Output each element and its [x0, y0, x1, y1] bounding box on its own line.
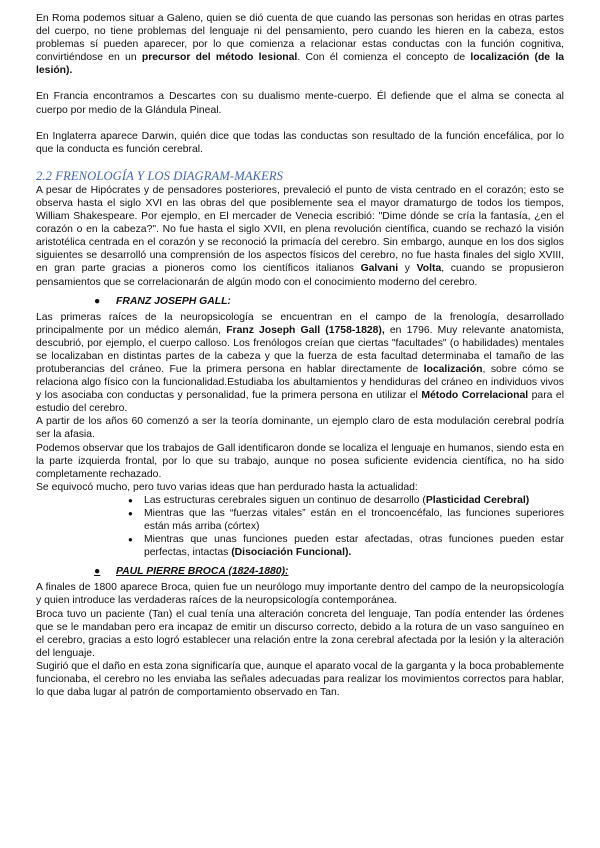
person-name: PAUL PIERRE BROCA (1824-1880):	[116, 566, 289, 578]
paragraph-broca-1: A finales de 1800 aparece Broca, quien fue un neurólogo muy importante dentro del campo de la neuropsicología y quien introduce las verdaderas raíces de la neuropsicología contemporánea.	[36, 582, 564, 607]
paragraph-galeno	[36, 12, 564, 77]
paragraph-phrenology-intro	[36, 184, 564, 289]
text-run: A pesar de Hipócrates y de pensadores posteriores, prevaleció el punto de vista centrado en el corazón; esto se observa hasta el siglo XVI en las obras del que posiblemente sea el mayor dramaturgo de todos los tiempos, William Shakespeare. Por ejemplo, en El mercader de Venecia escribió: "Dime dónde se cría la fantasía, ¿en el corazón o en la cabeza?". No fue hasta el siglo XVII, en plena revolución científica, cuando se rechazó la visión aristotélica centrada en el corazón y se reconoció la primacía del cerebro. Sin embargo, aunque en los dos siglos siguientes se desarrolló una comprensión de los aspectos físicos del cerebro, no fue hasta finales del siglo XVIII, en gran parte gracias a pioneros como los científicos italianos	[36, 184, 564, 275]
text-run: y	[398, 263, 417, 275]
bold-term: Método Correlacional	[421, 390, 529, 402]
paragraph-gall-1	[36, 311, 564, 416]
paragraph-broca-3: Sugirió que el daño en esta zona significaría que, aunque el aparato vocal de la garganta y la boca probablemente funcionaba, el cerebro no les enviaba las señales adecuadas para realizar los movimientos correctos para hablar, lo que daba lugar al patrón de comportamiento observado en Tan.	[36, 660, 564, 699]
paragraph-gall-2: A partir de los años 60 comenzó a ser la teoría dominante, un ejemplo claro de esta modulación cerebral podría ser la afasia.	[36, 416, 564, 441]
bold-term: Plasticidad Cerebral)	[425, 494, 530, 506]
paragraph-gall-4: Se equivocó mucho, pero tuvo varias ideas que han perdurado hasta la actualidad:	[36, 481, 418, 493]
bold-term: localización (de la lesión).	[36, 52, 564, 77]
list-item	[130, 533, 564, 559]
bullet-icon: ●	[94, 295, 101, 307]
bullet-icon: ●	[94, 566, 101, 578]
bold-term: Franz Joseph Gall (1758-1828),	[226, 324, 385, 336]
spacer	[36, 117, 564, 130]
text-run: para el estudio del cerebro.	[36, 390, 564, 415]
paragraph-gall-3: Podemos observar que los trabajos de Gall identificaron donde se localiza el lenguaje en humanos, siendo esta en la parte izquierda frontal, por lo que su trabajo, aunque no posea suficiente evidencia científica, no ha sido completamente rechazado.	[36, 442, 564, 480]
bold-term: precursor del método lesional	[141, 52, 298, 64]
text-run: Las estructuras cerebrales siguen un continuo de desarrollo (	[144, 494, 426, 506]
text-run: , cuando se propusieron pensamientos que se correlacionarán de algún modo con el conocimiento moderno del cerebro.	[36, 263, 564, 288]
text-run: Las primeras raíces de la neuropsicología se encuentran en el campo de la frenología, desarrollado principalmente por un médico alemán,	[36, 311, 564, 336]
text-run: En Roma podemos situar a Galeno, quien se dió cuenta de que cuando las personas son heridas en otras partes del cuerpo, no tiene problemas del lenguaje ni del pensamiento, pero cuando les hieren en la cabeza, estos problemas sí pueden aparecer, por lo que comienza a relacionar estas conductas con la función cognitiva, convirtiéndose en un	[36, 13, 564, 64]
text-run: , sobre cómo se relaciona algo físico con la funcionalidad.Estudiaba los abultamientos y hendiduras del cráneo en individuos vivos y los asociaba con conductas y personalidad, fue la primera persona en utilizar el	[36, 363, 565, 402]
paragraph-descartes: En Francia encontramos a Descartes con su dualismo mente-cuerpo. Él defiende que el alma se conecta al cuerpo por medio de la Glándula Pineal.	[36, 91, 564, 116]
broca-heading	[94, 565, 564, 578]
person-name: FRANZ JOSEPH GALL:	[116, 295, 231, 307]
bold-term: localización	[423, 363, 483, 375]
text-run: Mientras que las “fuerzas vitales” están en el troncoencéfalo, las funciones superiores están más arriba (córtex)	[144, 508, 564, 533]
text-run: . Con él comienza el concepto de	[297, 52, 471, 64]
list-item	[130, 507, 564, 533]
bold-term: (Disociación Funcional).	[231, 547, 352, 559]
paragraph-broca-2: Broca tuvo un paciente (Tan) el cual tenía una alteración concreta del lenguaje, Tan podía entender las órdenes que se le mandaban pero era incapaz de emitir un discurso correcto, debido a la rotura de un vaso sanguíneo en el cerebro, gracias a esto logró establecer una relación entre la zona cerebral afectada por la lesión y la alteración del lenguaje.	[36, 608, 564, 659]
bold-term: Volta	[416, 263, 442, 275]
bold-term: Galvani	[360, 263, 399, 275]
list-item	[130, 494, 564, 507]
paragraph-darwin: En Inglaterra aparece Darwin, quién dice que todas las conductas son resultado de la función encefálica, por lo que la conducta es función cerebral.	[36, 130, 564, 155]
gall-heading	[94, 295, 564, 308]
text-run: en 1796. Muy relevante anatomista, descubrió, por ejemplo, el cuerpo calloso. Los frenólogos creían que ciertas "facultades" (o habilidades) mentales se localizaban en distintas partes de la cabeza y que la fuerza de esta facultad determinaba el tamaño de las protuberancias del cráneo. Fue la primera persona en hablar directamente de	[36, 324, 565, 375]
gall-ideas-list	[36, 494, 564, 559]
text-run: Mientras que unas funciones pueden estar afectadas, otras funciones pueden estar perfectas, intactas	[144, 534, 564, 559]
spacer	[36, 156, 564, 169]
section-heading: 2.2 FRENOLOGÍA Y LOS DIAGRAM-MAKERS	[36, 168, 284, 183]
spacer	[36, 77, 564, 90]
